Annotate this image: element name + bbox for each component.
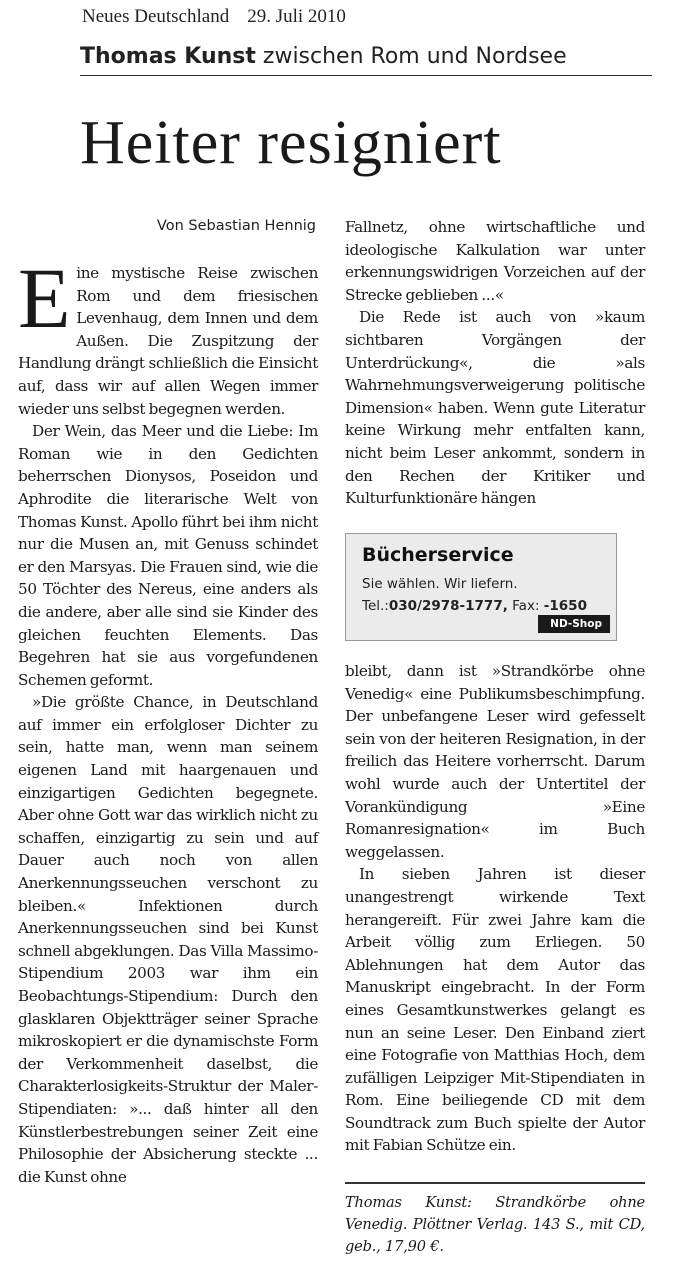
- ad-tel-label: Tel.:: [362, 598, 389, 614]
- paragraph-intro-text: ine mystische Reise zwischen Rom und dem friesischen Levenhaug, dem Innen und dem Außen. Die Zuspitzung der Handlung drängt schließlich die Einsicht auf, dass wir auf allen Wegen immer wieder uns selbst begegnen werden.: [18, 264, 318, 418]
- paragraph: bleibt, dann ist »Strandkörbe ohne Venedig« eine Publikumsbeschimpfung. Der unbefangene Leser wird gefesselt sein von der heiteren Resignation, in der freilich das Heitere vorherrscht. Darum wohl wurde auch der Untertitel der Vorankündigung »Eine Romanresignation« im Buch weggelassen.: [345, 662, 645, 861]
- ad-slogan: Sie wählen. Wir liefern.: [362, 576, 518, 592]
- publication-line: [82, 6, 346, 28]
- article-column-2-top: [345, 216, 645, 510]
- ad-title: Bücherservice: [362, 544, 514, 566]
- headline: Heiter resigniert: [80, 109, 502, 177]
- topline-author: Thomas Kunst: [80, 44, 256, 69]
- paragraph: Die Rede ist auch von »kaum sichtbaren Vorgängen der Unterdrückung«, die »als Wahrnehmungsverweigerung politische Dimension« haben. Wenn gute Literatur keine Wirkung mehr entfalten kann, nicht beim Leser ankommt, sondern in den Rechen der Kritiker und Kulturfunktionäre hängen: [345, 308, 645, 508]
- publication-name: Neues Deutschland: [82, 6, 230, 27]
- article-column-1: [18, 250, 318, 1188]
- ad-fax-number: -1650: [543, 598, 587, 614]
- nd-shop-badge: ND-Shop: [538, 615, 610, 633]
- paragraph-intro: [18, 250, 318, 420]
- publication-date: 29. Juli 2010: [247, 6, 346, 27]
- article-topline: [80, 44, 652, 76]
- ad-fax-label: Fax:: [512, 598, 540, 614]
- paragraph: In sieben Jahren ist dieser unangestrengt wirkende Text herangereift. Für zwei Jahre kam die Arbeit völlig zum Erliegen. 50 Ablehnungen hat dem Autor das Manuskript eingebracht. In der Form eines Gesamtkunstwerkes gelangt es nun an seine Leser. Den Einband ziert eine Fotografie von Matthias Hoch, dem zufälligen Leipziger Mit-Stipendiaten in Rom. Eine beiliegende CD mit dem Soundtrack zum Buch spielte der Autor mit Fabian Schütze ein.: [345, 865, 645, 1155]
- byline: Von Sebastian Hennig: [156, 218, 316, 234]
- paragraph: Der Wein, das Meer und die Liebe: Im Roman wie in den Gedichten beherrschen Dionysos, Poseidon und Aphrodite die literarische Welt von Thomas Kunst. Apollo führt bei ihm nicht nur die Musen an, mit Genuss schindet er den Marsyas. Die Frauen sind, wie die 50 Töchter des Nereus, eine anders als die andere, aber alle sind sie Kinder des gleichen feuchten Elements. Das Begehren hat sie aus vorgefundenen Schemen geformt.: [18, 422, 318, 689]
- dropcap: E: [18, 250, 71, 346]
- ad-contact: [362, 598, 587, 614]
- article-column-2-bottom: [345, 660, 645, 1157]
- book-reference: Thomas Kunst: Strandkörbe ohne Venedig. Plöttner Verlag. 143 S., mit CD, geb., 17,90 €.: [345, 1182, 645, 1258]
- topline-subtitle: zwischen Rom und Nordsee: [262, 44, 567, 69]
- ad-tel-number: 030/2978-1777,: [388, 598, 508, 614]
- paragraph: Fallnetz, ohne wirtschaftliche und ideologische Kalkulation war unter erkennungswidrigen Vorzeichen auf der Strecke geblieben ...«: [345, 218, 645, 304]
- buecherservice-ad: [345, 533, 617, 641]
- paragraph: »Die größte Chance, in Deutschland auf immer ein erfolgloser Dichter zu sein, hatte man, wenn man seinem eigenen Land mit haargenauen und einzigartigen Gedichten begegnete. Aber ohne Gott war das wirklich nicht zu schaffen, einzigartig zu sein und auf Dauer auch noch von allen Anerkennungsseuchen verschont zu bleiben.« Infektionen durch Anerkennungsseuchen sind bei Kunst schnell abgeklungen. Das Villa Massimo-Stipendium 2003 war ihm ein Beobachtungs-Stipendium: Durch den glasklaren Objektträger seiner Sprache mikroskopiert er die dynamischste Form der Verkommenheit daselbst, die Charakterlosigkeits-Struktur der Maler-Stipendiaten: »... daß hinter all den Künstlerbestrebungen seiner Zeit eine Philosophie der Absicherung steckte ... die Kunst ohne: [18, 693, 318, 1186]
